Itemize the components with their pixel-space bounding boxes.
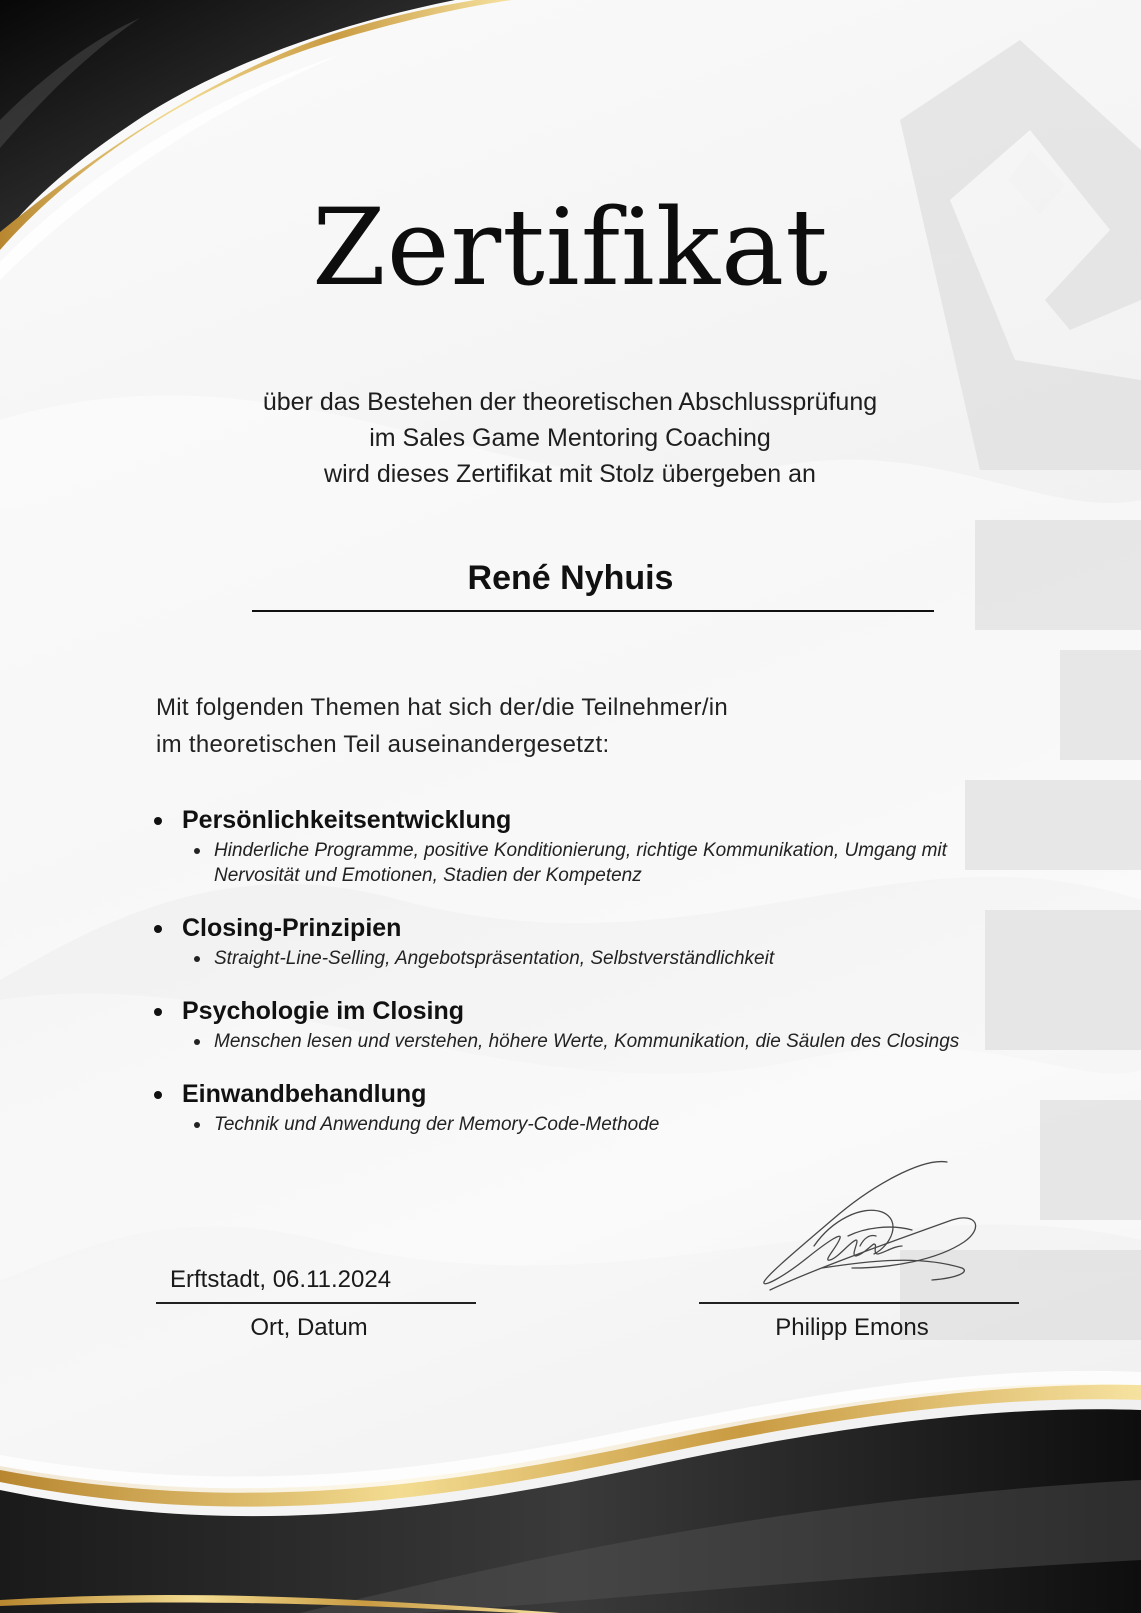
topic-details (152, 1029, 1032, 1054)
lead-line: im theoretischen Teil auseinandergesetzt: (156, 731, 610, 758)
signature-line (699, 1302, 1019, 1304)
signer-name: Philipp Emons (775, 1314, 929, 1341)
topics-list (152, 802, 1032, 1137)
place-date-value: Erftstadt, 06.11.2024 (170, 1266, 392, 1293)
intro-text (120, 384, 1020, 492)
topic-item (152, 910, 1032, 971)
handwritten-signature (752, 1150, 992, 1300)
certificate-title: Zertifikat (312, 186, 829, 309)
topic-item (152, 802, 1032, 888)
place-date-label: Ort, Datum (250, 1314, 368, 1341)
topic-details (152, 838, 1032, 888)
topic-item (152, 1076, 1032, 1137)
topic-detail: Technik und Anwendung der Memory-Code-Methode (214, 1112, 1032, 1137)
topic-detail: Straight-Line-Selling, Angebotspräsentation, Selbstverständlichkeit (214, 946, 1032, 971)
topic-detail: Menschen lesen und verstehen, höhere Werte, Kommunikation, die Säulen des Closings (214, 1029, 1032, 1054)
intro-line: im Sales Game Mentoring Coaching (369, 424, 771, 452)
topic-details (152, 946, 1032, 971)
topic-title: Closing-Prinzipien (152, 910, 1032, 946)
topic-detail: Hinderliche Programme, positive Konditionierung, richtige Kommunikation, Umgang mit Nervosität und Emotionen, Stadien der Kompetenz (214, 838, 1032, 888)
intro-line: wird dieses Zertifikat mit Stolz übergeben an (324, 460, 816, 488)
place-date-line (156, 1302, 476, 1304)
topic-title: Einwandbehandlung (152, 1076, 1032, 1112)
lead-line: Mit folgenden Themen hat sich der/die Teilnehmer/in (156, 694, 729, 721)
intro-line: über das Bestehen der theoretischen Abschlussprüfung (262, 388, 878, 416)
topic-title: Persönlichkeitsentwicklung (152, 802, 1032, 838)
topics-lead-text (156, 689, 1056, 763)
recipient-name: René Nyhuis (467, 559, 674, 597)
topic-item (152, 993, 1032, 1054)
recipient-underline (252, 610, 934, 612)
topic-details (152, 1112, 1032, 1137)
topic-title: Psychologie im Closing (152, 993, 1032, 1029)
